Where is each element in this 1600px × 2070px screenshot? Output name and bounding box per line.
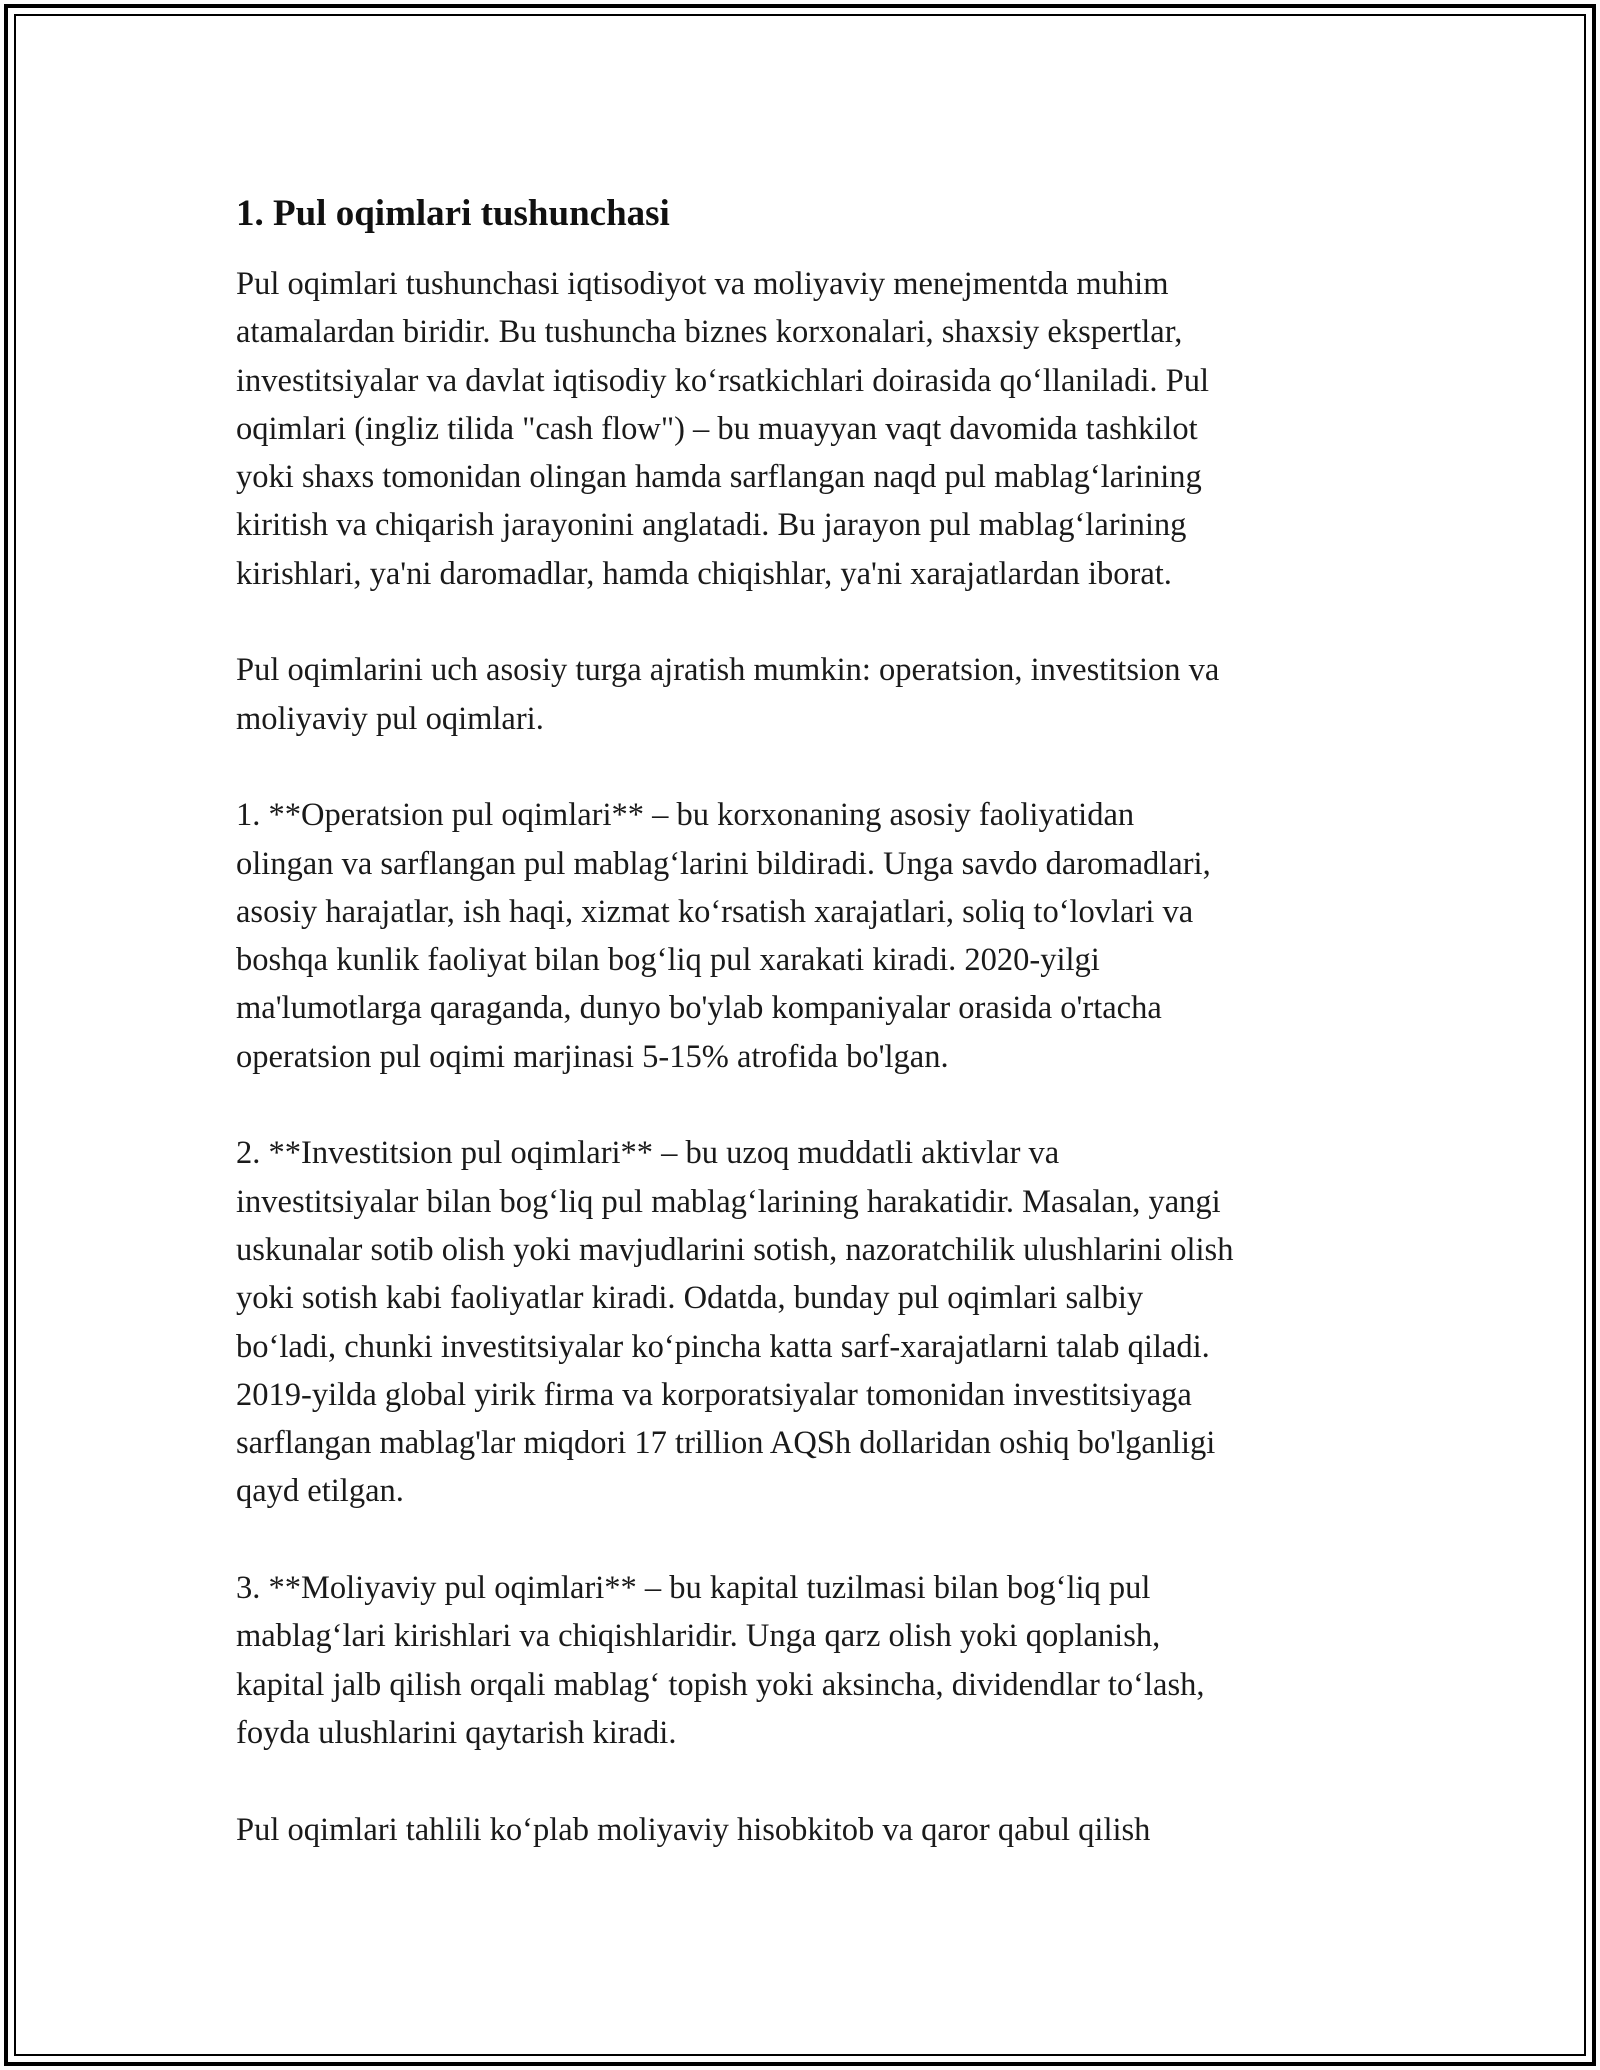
- paragraph-intro: Pul oqimlari tushunchasi iqtisodiyot va moliyaviy menejmentda muhim atamalardan biridir. Bu tushuncha biznes korxonalari, shaxsiy ekspertlar, investitsiyalar va davlat iqtisodiy koʻrsatkichlari doirasida qoʻllaniladi. Pul oqimlari (ingliz tilida "cash flow") – bu muayyan vaqt davomida tashkilot yoki shaxs tomonidan olingan hamda sarflangan naqd pul mablagʻlarining kiritish va chiqarish jarayonini anglatadi. Bu jarayon pul mablagʻlarining kirishlari, ya'ni daromadlar, hamda chiqishlar, ya'ni xarajatlardan iborat.: [236, 266, 1209, 592]
- section-heading: 1. Pul oqimlari tushunchasi: [236, 193, 670, 234]
- paragraph-investment: 2. **Investitsion pul oqimlari** – bu uzoq muddatli aktivlar va investitsiyalar bilan bogʻliq pul mablagʻlarining harakatidir. Masalan, yangi uskunalar sotib olish yoki mavjudlarini sotish, nazoratchilik ulushlarini olish yoki sotish kabi faoliyatlar kiradi. Odatda, bunday pul oqimlari salbiy boʻladi, chunki investitsiyalar koʻpincha katta sarf-xarajatlarni talab qiladi. 2019-yilda global yirik firma va korporatsiyalar tomonidan investitsiyaga sarflangan mablag'lar miqdori 17 trillion AQSh dollaridan oshiq bo'lganligi qayd etilgan.: [236, 1135, 1234, 1510]
- paragraph-types: Pul oqimlarini uch asosiy turga ajratish mumkin: operatsion, investitsion va moliyaviy pul oqimlari.: [236, 652, 1220, 737]
- document-body: [236, 190, 1376, 1902]
- paragraph-financial: 3. **Moliyaviy pul oqimlari** – bu kapital tuzilmasi bilan bogʻliq pul mablagʻlari kirishlari va chiqishlaridir. Unga qarz olish yoki qoplanish, kapital jalb qilish orqali mablagʻ topish yoki aksincha, dividendlar toʻlash, foyda ulushlarini qaytarish kiradi.: [236, 1570, 1205, 1751]
- paragraph-operational: 1. **Operatsion pul oqimlari** – bu korxonaning asosiy faoliyatidan olingan va sarflangan pul mablagʻlarini bildiradi. Unga savdo daromadlari, asosiy harajatlar, ish haqi, xizmat koʻrsatish xarajatlari, soliq toʻlovlari va boshqa kunlik faoliyat bilan bogʻliq pul xarakati kiradi. 2020-yilgi ma'lumotlarga qaraganda, dunyo bo'ylab kompaniyalar orasida o'rtacha operatsion pul oqimi marjinasi 5-15% atrofida bo'lgan.: [236, 797, 1211, 1075]
- paragraph-analysis: Pul oqimlari tahlili koʻplab moliyaviy hisobkitob va qaror qabul qilish: [236, 1811, 1151, 1848]
